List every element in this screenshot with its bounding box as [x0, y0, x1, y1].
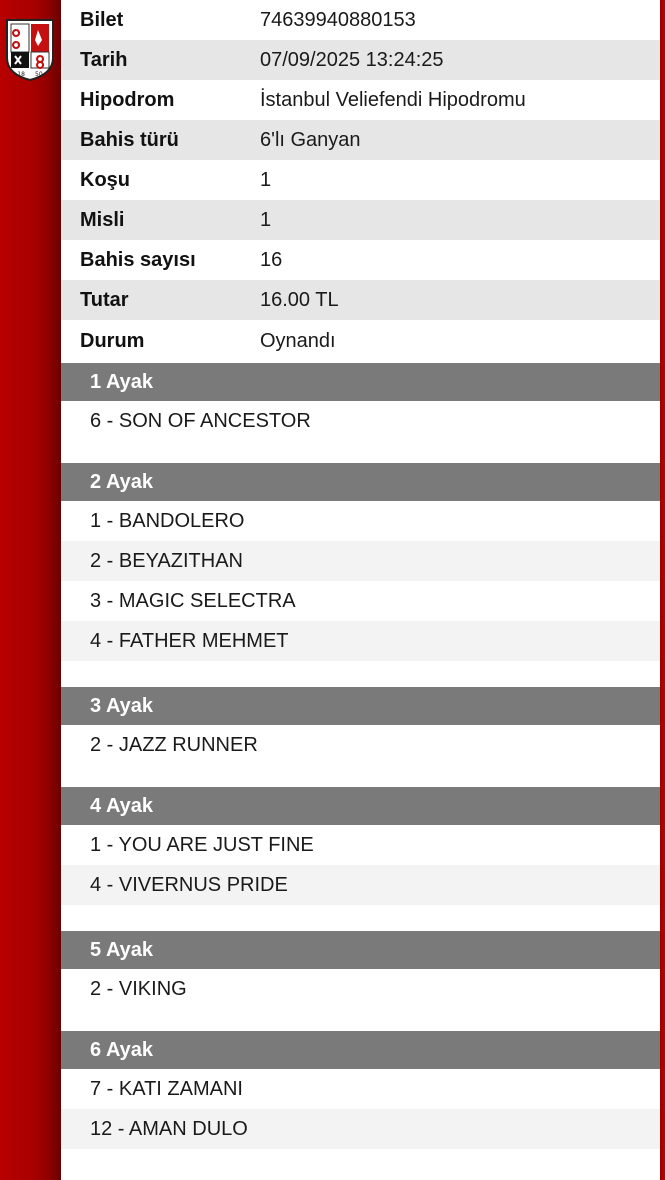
info-row-tutar — [61, 280, 660, 320]
info-value: 6'lı Ganyan — [260, 128, 361, 151]
leg-header-6: 6 Ayak — [61, 1031, 660, 1069]
info-row-durum — [61, 320, 660, 363]
info-label: Bilet — [80, 8, 124, 31]
ticket-details — [61, 0, 660, 1149]
horse-row: 1 - BANDOLERO — [90, 509, 245, 532]
horse-row: 2 - JAZZ RUNNER — [90, 733, 258, 756]
horse-row: 2 - BEYAZITHAN — [61, 541, 660, 581]
leg-spacer — [61, 441, 660, 463]
info-value: 1 — [260, 168, 272, 191]
left-rail — [0, 0, 61, 1180]
info-value: İstanbul Veliefendi Hipodromu — [260, 88, 526, 111]
info-row-kosu — [61, 160, 660, 200]
leg-header-1: 1 Ayak — [61, 363, 660, 401]
horse-row: 12 - AMAN DULO — [61, 1109, 660, 1149]
info-row-bilet — [61, 0, 660, 40]
info-label: Bahis sayısı — [80, 248, 196, 271]
info-row-hipodrom — [61, 80, 660, 120]
svg-text:50: 50 — [35, 71, 43, 78]
svg-text:18: 18 — [17, 71, 25, 78]
horse-row: 4 - FATHER MEHMET — [61, 621, 660, 661]
right-rail — [660, 0, 665, 1180]
horse-row: 1 - YOU ARE JUST FINE — [90, 833, 314, 856]
leg-spacer — [61, 1009, 660, 1031]
info-row-bahis-turu — [61, 120, 660, 160]
info-label: Bahis türü — [80, 128, 179, 151]
leg-spacer — [61, 765, 660, 787]
info-row-misli — [61, 200, 660, 240]
info-value: 74639940880153 — [260, 8, 416, 31]
info-value: 16 — [260, 248, 283, 271]
leg-header-4: 4 Ayak — [61, 787, 660, 825]
info-label: Misli — [80, 208, 125, 231]
club-crest-icon — [5, 18, 55, 82]
info-value: Oynandı — [260, 330, 336, 352]
info-value: 16.00 TL — [260, 288, 339, 311]
info-label: Koşu — [80, 168, 130, 191]
horse-row: 3 - MAGIC SELECTRA — [90, 589, 296, 612]
info-label: Durum — [80, 330, 145, 352]
info-label: Tarih — [80, 48, 128, 71]
leg-spacer — [61, 905, 660, 931]
info-value: 1 — [260, 208, 272, 231]
leg-header-5: 5 Ayak — [61, 931, 660, 969]
info-value: 07/09/2025 13:24:25 — [260, 48, 444, 71]
horse-row: 4 - VIVERNUS PRIDE — [61, 865, 660, 905]
leg-spacer — [61, 661, 660, 687]
leg-header-3: 3 Ayak — [61, 687, 660, 725]
leg-header-2: 2 Ayak — [61, 463, 660, 501]
horse-row: 2 - VIKING — [90, 977, 187, 1000]
info-label: Hipodrom — [80, 88, 175, 111]
info-label: Tutar — [80, 288, 129, 311]
horse-row: 6 - SON OF ANCESTOR — [90, 409, 311, 432]
info-row-bahis-sayisi — [61, 240, 660, 280]
horse-row: 7 - KATI ZAMANI — [90, 1077, 243, 1100]
info-row-tarih — [61, 40, 660, 80]
